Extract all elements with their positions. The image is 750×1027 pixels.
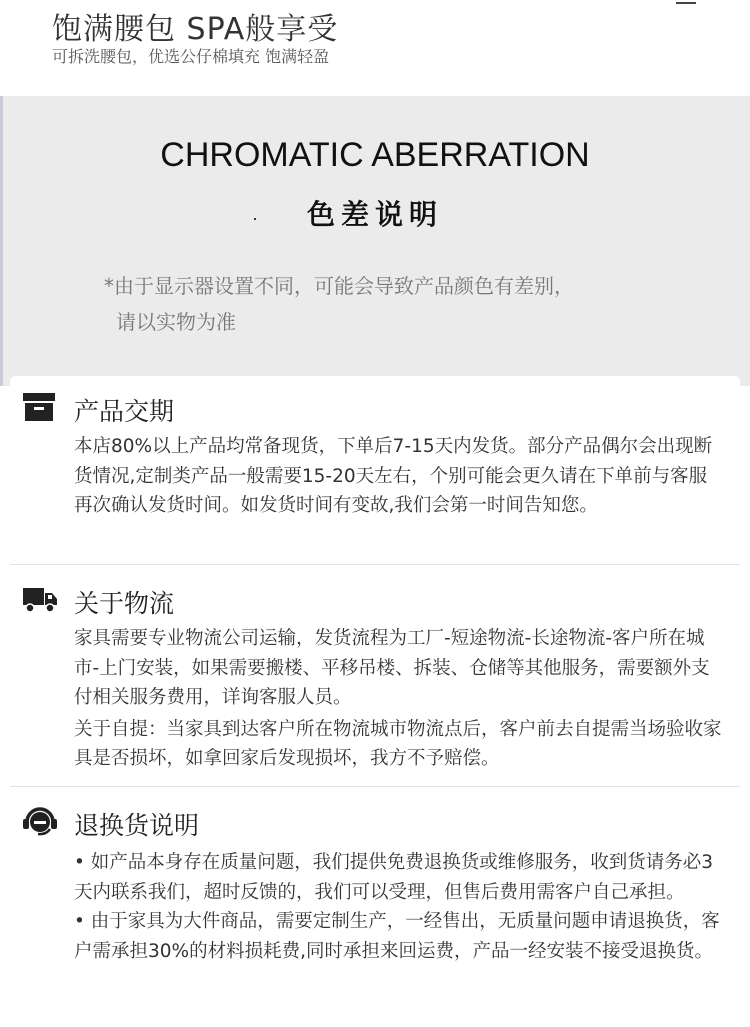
section-body-returns bbox=[74, 848, 724, 966]
section-divider bbox=[10, 564, 740, 565]
color-difference-cn-title: 色差说明 bbox=[306, 198, 443, 231]
section-divider bbox=[10, 786, 740, 787]
logistics-paragraph: 家具需要专业物流公司运输，发货流程为工厂-短途物流-长途物流-客户所在城市-上门安装，如果需要搬楼、平移吊楼、拆装、仓储等其他服务，需要额外支付相关服务费用，详询客服人员。 bbox=[74, 628, 710, 708]
top-banner bbox=[0, 0, 750, 96]
note-line-2: 请以实物为准 bbox=[116, 310, 236, 334]
note-line-1: *由于显示器设置不同，可能会导致产品颜色有差别， bbox=[104, 274, 574, 298]
delivery-paragraph: 本店80%以上产品均常备现货，下单后7-15天内发货。部分产品偶尔会出现断货情况,定制类产品一般需要15-20天左右，个别可能会更久请在下单前与客服再次确认发货时间。如发货时间有变故,我们会第一时间告知您。 bbox=[74, 436, 713, 516]
banner-subtitle: 可拆洗腰包，优选公仔棉填充 饱满轻盈 bbox=[52, 47, 330, 66]
color-difference-note bbox=[104, 268, 704, 340]
truck-icon bbox=[22, 584, 56, 614]
headset-icon bbox=[22, 806, 56, 836]
banner-title: 饱满腰包 SPA般享受 bbox=[52, 12, 339, 47]
color-difference-en-title: CHROMATIC ABERRATION bbox=[160, 136, 590, 174]
corner-line bbox=[676, 2, 696, 4]
returns-quality-paragraph: • 如产品本身存在质量问题，我们提供免费退换货或维修服务，收到货请务必3天内联系我们，超时反馈的，我们可以受理，但售后费用需客户自己承担。 bbox=[74, 852, 714, 903]
returns-custom-paragraph: • 由于家具为大件商品，需要定制生产，一经售出，无质量问题申请退换货，客户需承担30%的材料损耗费,同时承担来回运费，产品一经安装不接受退换货。 bbox=[74, 911, 720, 962]
section-title-delivery: 产品交期 bbox=[74, 397, 175, 426]
section-body-logistics bbox=[74, 624, 724, 774]
self-pickup-paragraph: 关于自提：当家具到达客户所在物流城市物流点后，客户前去自提需当场验收家具是否损坏，如拿回家后发现损坏，我方不予赔偿。 bbox=[74, 718, 722, 769]
section-title-logistics: 关于物流 bbox=[74, 589, 175, 618]
section-title-returns: 退换货说明 bbox=[74, 811, 200, 840]
box-icon bbox=[22, 392, 56, 422]
section-body-delivery bbox=[74, 432, 724, 521]
